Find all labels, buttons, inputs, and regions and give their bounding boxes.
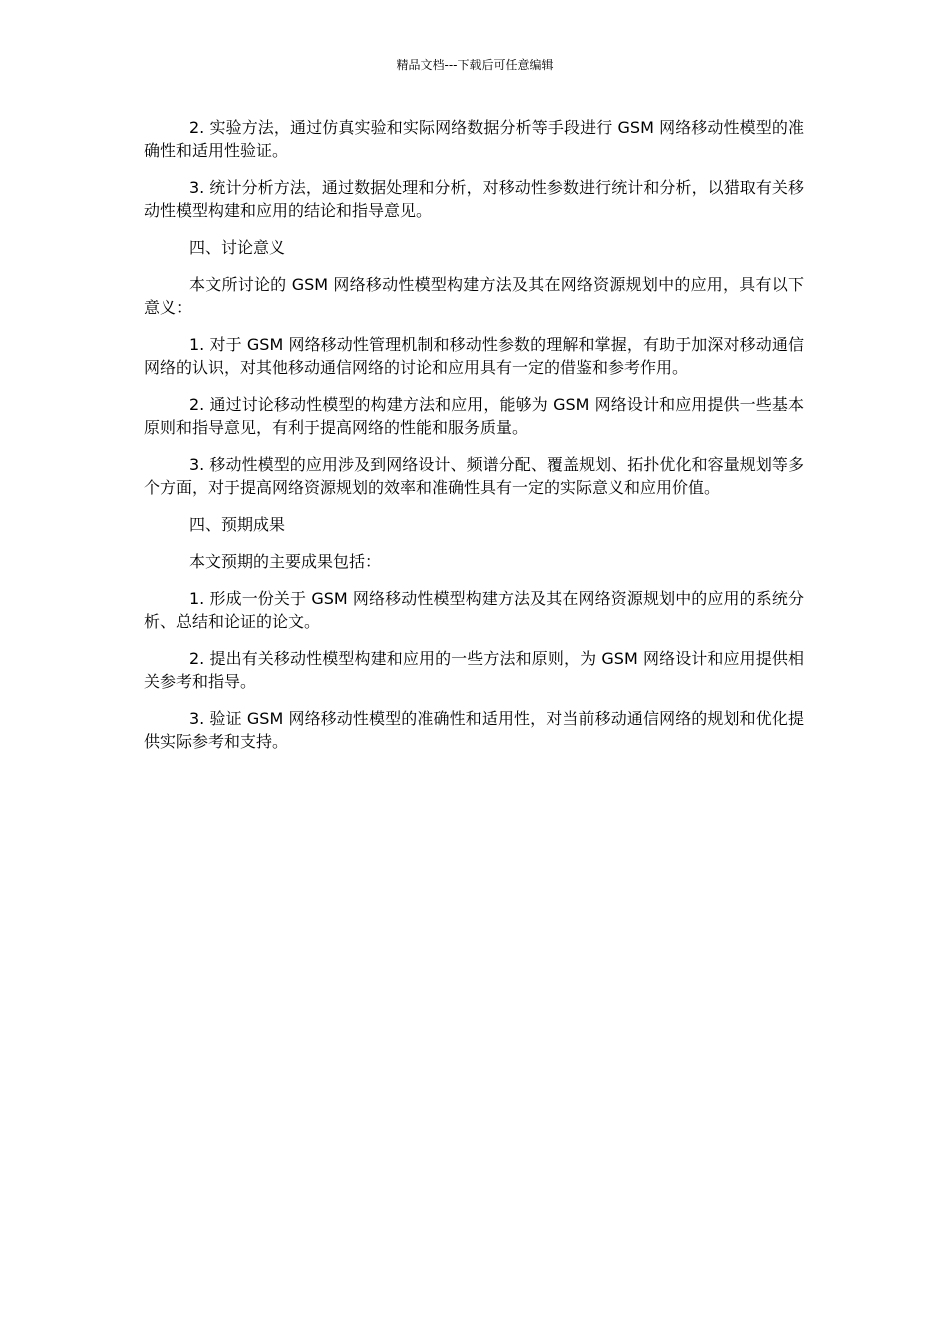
paragraph-significance-intro: 本文所讨论的 GSM 网络移动性模型构建方法及其在网络资源规划中的应用，具有以下意义： xyxy=(144,275,804,317)
page-header: 精品文档---下载后可任意编辑 xyxy=(396,58,554,72)
section-heading-significance: 四、讨论意义 xyxy=(189,238,286,257)
paragraph-outcome-2: 2. 提出有关移动性模型构建和应用的一些方法和原则，为 GSM 网络设计和应用提供相关参考和指导。 xyxy=(144,649,804,691)
paragraph-method-3: 3. 统计分析方法，通过数据处理和分析，对移动性参数进行统计和分析，以猎取有关移动性模型构建和应用的结论和指导意见。 xyxy=(144,178,804,220)
paragraph-significance-2: 2. 通过讨论移动性模型的构建方法和应用，能够为 GSM 网络设计和应用提供一些基本原则和指导意见，有利于提高网络的性能和服务质量。 xyxy=(144,395,804,437)
paragraph-significance-3: 3. 移动性模型的应用涉及到网络设计、频谱分配、覆盖规划、拓扑优化和容量规划等多个方面，对于提高网络资源规划的效率和准确性具有一定的实际意义和应用价值。 xyxy=(144,455,804,497)
paragraph-outcomes-intro: 本文预期的主要成果包括： xyxy=(189,552,382,571)
paragraph-significance-1: 1. 对于 GSM 网络移动性管理机制和移动性参数的理解和掌握，有助于加深对移动通信网络的认识，对其他移动通信网络的讨论和应用具有一定的借鉴和参考作用。 xyxy=(144,335,804,377)
document-body xyxy=(144,116,804,767)
paragraph-method-2: 2. 实验方法，通过仿真实验和实际网络数据分析等手段进行 GSM 网络移动性模型的准确性和适用性验证。 xyxy=(144,118,804,160)
paragraph-outcome-1: 1. 形成一份关于 GSM 网络移动性模型构建方法及其在网络资源规划中的应用的系统分析、总结和论证的论文。 xyxy=(144,589,804,631)
section-heading-outcomes: 四、预期成果 xyxy=(189,515,286,534)
paragraph-outcome-3: 3. 验证 GSM 网络移动性模型的准确性和适用性，对当前移动通信网络的规划和优化提供实际参考和支持。 xyxy=(144,709,804,751)
